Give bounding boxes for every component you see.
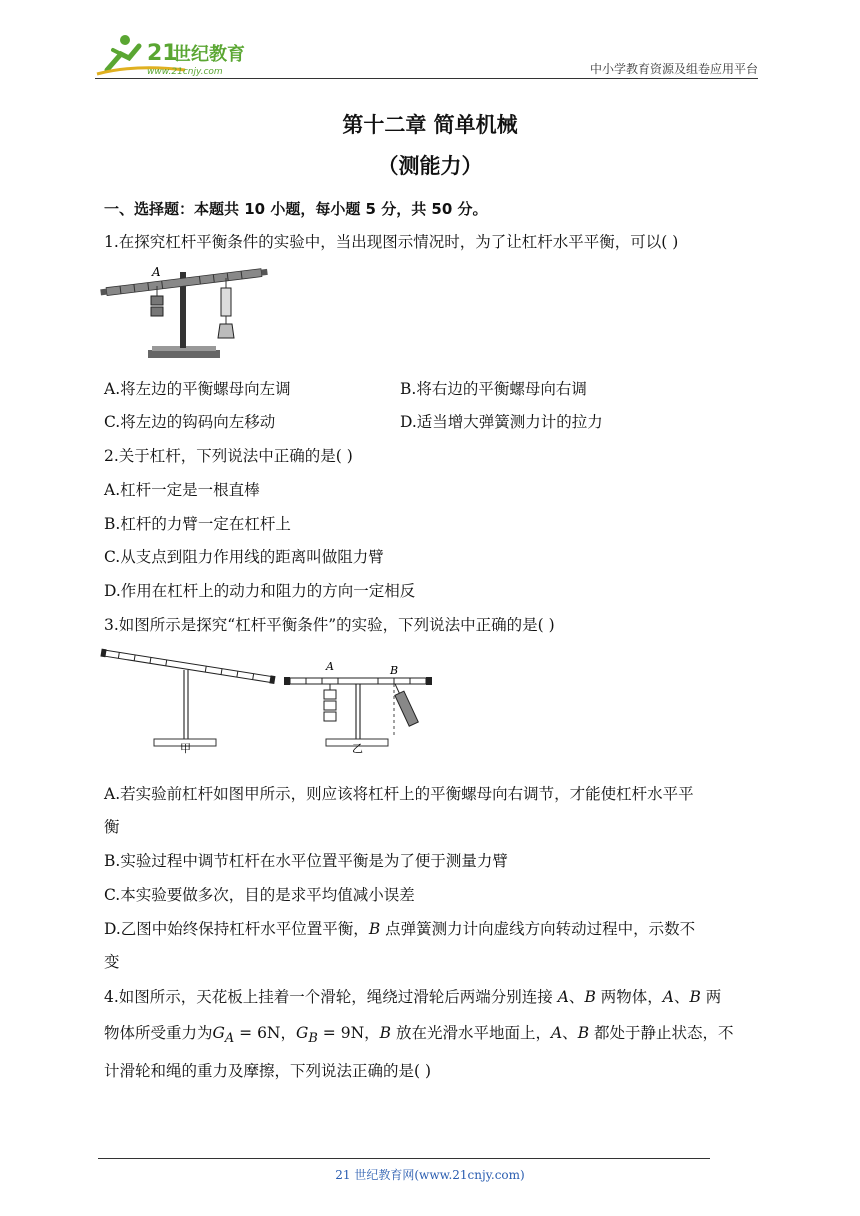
q2-option-b: B.杠杆的力臂一定在杠杆上 (104, 515, 291, 533)
q3-option-d-line1 (104, 917, 695, 939)
q1-fig-label-a: A (152, 265, 161, 279)
q1-option-a: A.将左边的平衡螺母向左调 (104, 380, 291, 398)
q3-option-d-var: B (368, 920, 381, 938)
header-platform-text: 中小学教育资源及组卷应用平台 (589, 62, 758, 76)
q4-var-a-3: A (550, 1024, 563, 1042)
q3-stem: 3.如图所示是探究“杠杆平衡条件”的实验，下列说法中正确的是( ) (104, 616, 555, 634)
q2-stem: 2.关于杠杆，下列说法中正确的是( ) (104, 447, 353, 465)
q3-fig-label-b: B (390, 664, 399, 677)
q4-line2-pre: 物体所受重力为 (104, 1024, 213, 1042)
q2-option-a: A.杠杆一定是一根直棒 (104, 481, 260, 499)
logo-icon (95, 30, 265, 78)
q1-option-c: C.将左边的钩码向左移动 (104, 413, 276, 431)
header-divider (95, 78, 758, 79)
q4-line1-post: 两物体， (595, 988, 663, 1006)
q4-gb-sub: B (308, 1031, 318, 1047)
q1-option-b: B.将右边的平衡螺母向右调 (400, 380, 587, 398)
q4-var-b-2: B (689, 988, 701, 1006)
q3-option-a-line1: A.若实验前杠杆如图甲所示，则应该将杠杆上的平衡螺母向右调节，才能使杠杆水平平 (104, 785, 694, 803)
q4-sep: 、 (568, 988, 585, 1006)
q4-ga-sub: A (224, 1031, 235, 1047)
svg-text:www.21cnjy.com: www.21cnjy.com (147, 67, 223, 77)
q4-var-a-2: A (662, 988, 674, 1006)
q4-var-b-3: B (379, 1024, 392, 1042)
q3-option-d-pre: D.乙图中始终保持杠杆水平位置平衡， (104, 920, 369, 938)
page-title: 第十二章 简单机械 (342, 113, 518, 137)
q3-option-d-post: 点弹簧测力计向虚线方向转动过程中，示数不 (380, 920, 696, 938)
q4-ga: G (212, 1024, 225, 1042)
q3-option-b: B.实验过程中调节杠杆在水平位置平衡是为了便于测量力臂 (104, 852, 508, 870)
footer-link[interactable]: 21 世纪教育网(www.21cnjy.com) (335, 1168, 525, 1182)
q4-gb-val: = 9N， (317, 1024, 380, 1042)
page-header (95, 30, 758, 80)
q3-fig-label-a: A (326, 660, 334, 673)
q3-option-d-line2: 变 (104, 953, 120, 971)
footer-divider (98, 1158, 710, 1159)
q3-lever-figure (100, 642, 440, 754)
q4-line2 (104, 1021, 734, 1046)
q4-line2-post2: 都处于静止状态，不 (589, 1024, 734, 1042)
q4-line1 (104, 985, 721, 1007)
q4-sep-3: 、 (562, 1024, 578, 1042)
q2-option-c: C.从支点到阻力作用线的距离叫做阻力臂 (104, 548, 384, 566)
q2-option-d: D.作用在杠杆上的动力和阻力的方向一定相反 (104, 582, 416, 600)
q4-ga-val: = 6N， (234, 1024, 296, 1042)
q4-var-b-4: B (577, 1024, 590, 1042)
page-subtitle: （测能力） (377, 154, 483, 178)
q3-fig-label-yi: 乙 (352, 742, 363, 754)
q4-var-a: A (557, 988, 569, 1006)
section-heading: 一、选择题：本题共 10 小题，每小题 5 分，共 50 分。 (104, 200, 488, 218)
q4-line1-end: 两 (700, 988, 722, 1006)
q4-line2-post1: 放在光滑水平地面上， (391, 1024, 551, 1042)
svg-text:21: 21 (147, 41, 178, 66)
q3-option-c: C.本实验要做多次，目的是求平均值减小误差 (104, 886, 415, 904)
q3-fig-label-jia: 甲 (180, 742, 191, 754)
q4-line1-pre: 4.如图所示，天花板上挂着一个滑轮，绳绕过滑轮后两端分别连接 (104, 988, 558, 1006)
q3-option-a-line2: 衡 (104, 818, 120, 836)
q4-var-b: B (584, 988, 596, 1006)
q4-line3: 计滑轮和绳的重力及摩擦，下列说法正确的是( ) (104, 1062, 432, 1080)
q1-option-d: D.适当增大弹簧测力计的拉力 (400, 413, 603, 431)
svg-text:世纪教育: 世纪教育 (173, 44, 245, 65)
q4-gb: G (296, 1024, 309, 1042)
q4-sep-2: 、 (673, 988, 690, 1006)
q1-stem: 1.在探究杠杆平衡条件的实验中，当出现图示情况时，为了让杠杆水平平衡，可以( ) (104, 233, 679, 251)
q1-lever-figure (100, 258, 270, 364)
